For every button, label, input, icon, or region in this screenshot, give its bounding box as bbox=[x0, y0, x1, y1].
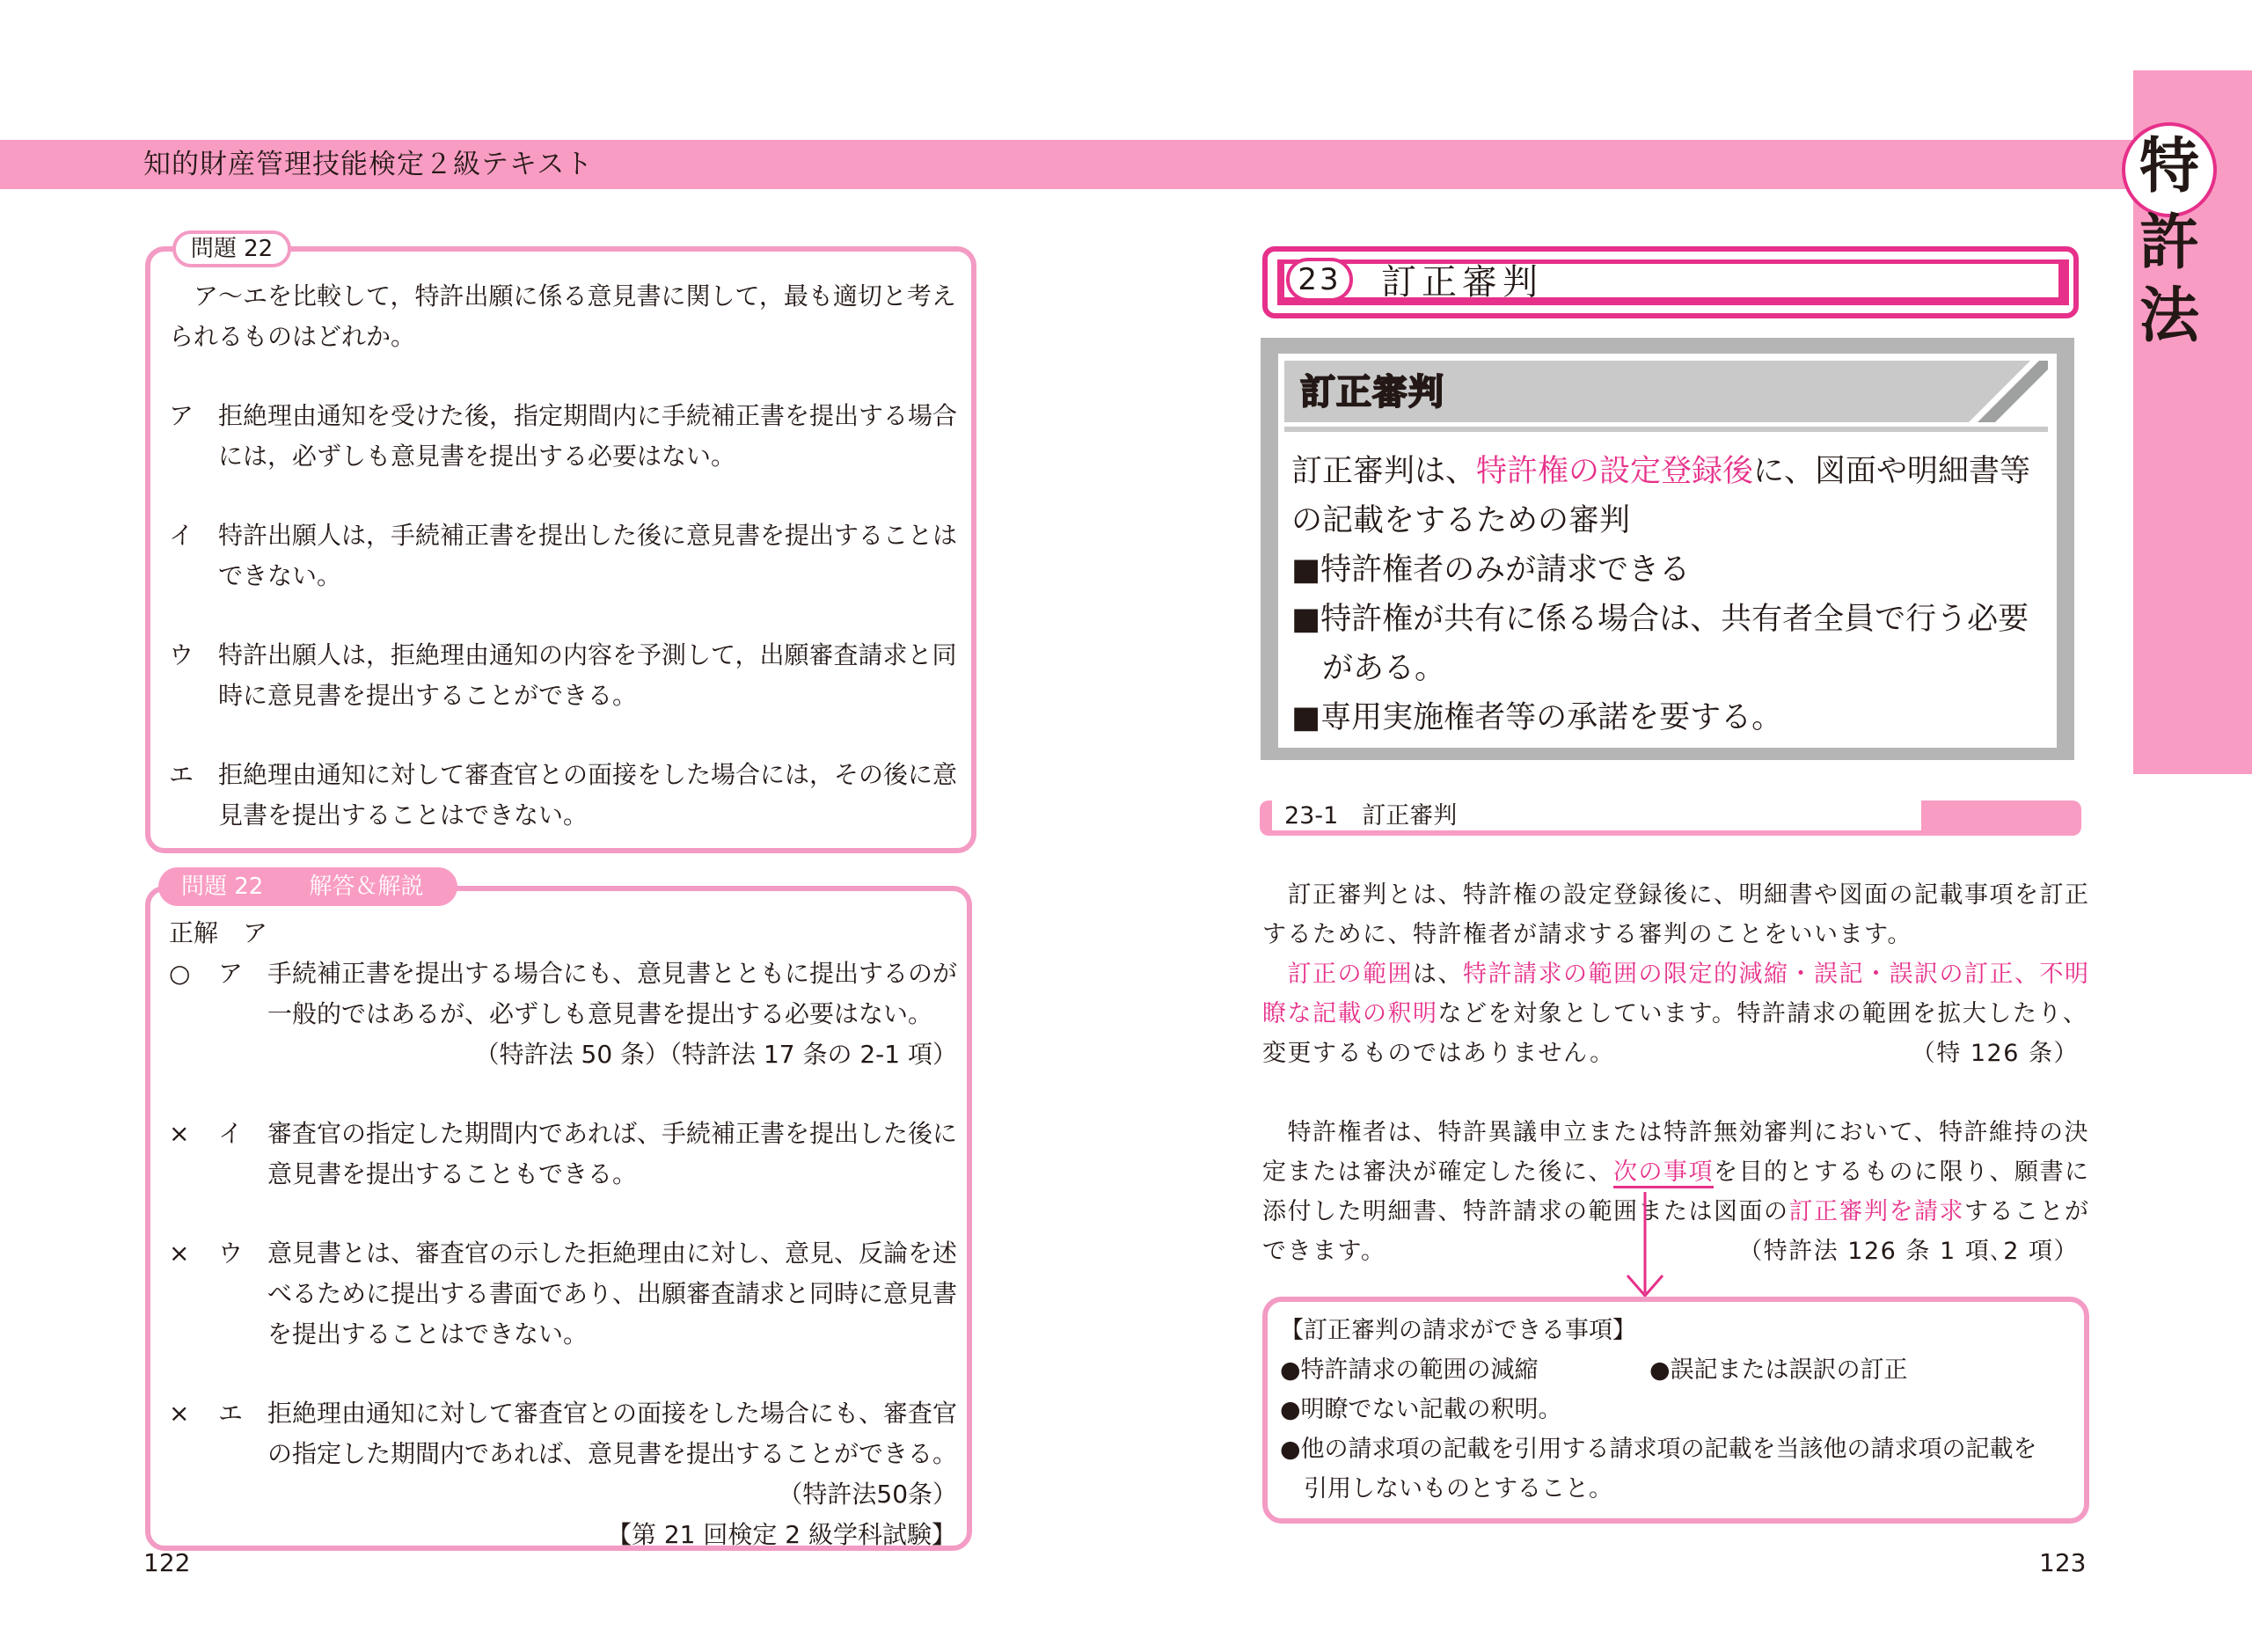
body-highlight: 訂正の範囲 bbox=[1262, 961, 1413, 988]
option-mark: ア bbox=[169, 401, 194, 430]
body-text-span: 変更するものではありません。 bbox=[1262, 1040, 1615, 1067]
question-body bbox=[169, 276, 957, 836]
option-line: 拒絶理由通知に対して審査官との面接をした場合には，その後に意 bbox=[218, 760, 958, 789]
body-text-span: 添付した明細書、特許請求の範囲または図面の bbox=[1262, 1198, 1789, 1225]
answer-mark: エ bbox=[218, 1399, 244, 1428]
answer-mark: イ bbox=[218, 1119, 244, 1148]
body-line bbox=[1262, 1152, 2090, 1192]
law-reference: （特 126 条） bbox=[1911, 1040, 2079, 1067]
chapter-tab-char: 法 bbox=[2139, 281, 2199, 351]
summary-divider bbox=[1284, 427, 2048, 432]
question-option bbox=[169, 396, 957, 477]
option-mark: ウ bbox=[169, 640, 194, 669]
answer-label: 問題 22 解答＆解説 bbox=[158, 867, 457, 906]
body-highlight: 訂正審判を請求 bbox=[1788, 1198, 1964, 1225]
answer-symbol: × bbox=[169, 1239, 190, 1268]
list-item: ●誤記または誤訳の訂正 bbox=[1649, 1356, 1908, 1384]
question-intro-line: ア～エを比較して，特許出願に係る意見書に関して，最も適切と考え bbox=[169, 281, 956, 311]
arrow-down-icon bbox=[1610, 1192, 1680, 1302]
summary-title: 訂正審判 bbox=[1300, 372, 1444, 413]
summary-text: 訂正審判は、 bbox=[1291, 454, 1477, 489]
answer-item bbox=[169, 954, 956, 1075]
body-text-span: などを対象としています。特許請求の範囲を拡大したり、 bbox=[1437, 1000, 2088, 1027]
answer-symbol: ○ bbox=[169, 959, 191, 988]
chapter-tab-char: 許 bbox=[2139, 208, 2199, 278]
answer-item bbox=[169, 1233, 956, 1355]
body-highlight: 瞭な記載の釈明 bbox=[1262, 1000, 1438, 1027]
question-intro-line: られるものはどれか。 bbox=[169, 322, 416, 351]
law-reference: （特許法 126 条 1 項､2 項） bbox=[1738, 1238, 2079, 1265]
body-line bbox=[1262, 1034, 2079, 1073]
question-option bbox=[169, 515, 957, 596]
body-line: 訂正審判とは、特許権の設定登録後に、明細書や図面の記載事項を訂正 bbox=[1262, 881, 2090, 909]
list-item: ●特許請求の範囲の減縮 bbox=[1280, 1356, 1539, 1384]
answer-line: べるために提出する書面であり、出願審査請求と同時に意見書 bbox=[267, 1279, 958, 1308]
list-item: 引用しないものとすること。 bbox=[1280, 1475, 1612, 1502]
section-title: 訂正審判 bbox=[1381, 262, 1543, 303]
question-option bbox=[169, 635, 957, 716]
eligible-items-list bbox=[1280, 1311, 2037, 1509]
corner-slash-icon bbox=[1969, 361, 2048, 422]
summary-line: ■特許権者のみが請求できる bbox=[1291, 552, 1691, 588]
body-highlight: 特許請求の範囲の限定的減縮・誤記・誤訳の訂正、不明 bbox=[1463, 961, 2090, 988]
option-line: 見書を提出することはできない。 bbox=[218, 800, 589, 830]
option-line: には，必ずしも意見書を提出する必要はない。 bbox=[218, 442, 736, 471]
body-text-span: できます。 bbox=[1262, 1238, 1386, 1265]
answer-line: の指定した期間内であれば、意見書を提出することができる。 bbox=[267, 1439, 958, 1468]
answer-line: 一般的ではあるが、必ずしも意見書を提出する必要はない。 bbox=[267, 999, 933, 1028]
answer-item bbox=[169, 1393, 956, 1515]
answer-ref: （特許法50条） bbox=[778, 1480, 958, 1509]
answer-symbol: × bbox=[169, 1399, 190, 1428]
option-line: 時に意見書を提出することができる。 bbox=[218, 681, 638, 710]
correct-answer: 正解 ア bbox=[169, 918, 268, 947]
answer-line: 審査官の指定した期間内であれば、手続補正書を提出した後に bbox=[267, 1119, 958, 1148]
question-label: 問題 22 bbox=[172, 230, 291, 267]
body-line bbox=[1262, 994, 2088, 1034]
body-text-span: は、 bbox=[1413, 961, 1463, 988]
option-mark: イ bbox=[169, 521, 194, 550]
page-number-left: 122 bbox=[143, 1548, 191, 1577]
chapter-tab-char: 特 bbox=[2139, 132, 2199, 201]
body-text-span: することが bbox=[1964, 1198, 2090, 1225]
exam-source: 【第 21 回検定 2 級学科試験】 bbox=[606, 1520, 956, 1549]
option-mark: エ bbox=[169, 760, 194, 789]
body-line: 特許権者は、特許異議申立または特許無効審判において、特許維持の決 bbox=[1262, 1119, 2089, 1146]
list-title: 【訂正審判の請求ができる事項】 bbox=[1280, 1317, 1636, 1344]
option-line: 特許出願人は，手続補正書を提出した後に意見書を提出することは bbox=[218, 521, 958, 550]
summary-line: ■特許権が共有に係る場合は、共有者全員で行う必要 bbox=[1291, 602, 2029, 637]
option-line: 拒絶理由通知を受けた後，指定期間内に手続補正書を提出する場合 bbox=[218, 401, 958, 430]
body-text-span: を目的とするものに限り、願書に bbox=[1714, 1159, 2090, 1186]
summary-body bbox=[1291, 447, 2030, 742]
subsection-title: 23-1 訂正審判 bbox=[1284, 802, 1458, 830]
body-highlight: 次の事項 bbox=[1613, 1159, 1714, 1188]
answer-mark: ウ bbox=[218, 1239, 244, 1268]
body-line: するために、特許権者が請求する審判のことをいいます。 bbox=[1262, 921, 1912, 948]
answer-line: 意見書とは、審査官の示した拒絶理由に対し、意見、反論を述 bbox=[267, 1239, 958, 1268]
option-line: できない。 bbox=[218, 561, 342, 590]
answer-ref: （特許法 50 条）（特許法 17 条の 2-1 項） bbox=[474, 1040, 958, 1069]
summary-line: ■専用実施権者等の承諾を要する。 bbox=[1291, 700, 1783, 735]
body-line bbox=[1262, 954, 2090, 994]
answer-body bbox=[169, 913, 956, 1555]
summary-line: の記載をするための審判 bbox=[1291, 503, 1631, 538]
answer-symbol: × bbox=[169, 1119, 190, 1148]
summary-line bbox=[1291, 447, 2030, 496]
list-row bbox=[1280, 1350, 2037, 1390]
summary-line: がある。 bbox=[1291, 651, 1446, 686]
list-item: ●他の請求項の記載を引用する請求項の記載を当該他の請求項の記載を bbox=[1280, 1436, 2037, 1463]
answer-line: 手続補正書を提出する場合にも、意見書とともに提出するのが bbox=[267, 959, 958, 988]
question-option bbox=[169, 755, 957, 836]
answer-item bbox=[169, 1114, 956, 1195]
book-title: 知的財産管理技能検定２級テキスト bbox=[143, 149, 594, 180]
section-number: 23 bbox=[1286, 258, 1353, 302]
list-item: ●明瞭でない記載の釈明。 bbox=[1280, 1396, 1562, 1423]
body-text-span: 定または審決が確定した後に、 bbox=[1262, 1159, 1613, 1186]
answer-mark: ア bbox=[218, 959, 244, 988]
answer-line: 意見書を提出することもできる。 bbox=[267, 1159, 638, 1188]
answer-line: 拒絶理由通知に対して審査官との面接をした場合にも、審査官 bbox=[267, 1399, 958, 1428]
summary-text: に、図面や明細書等 bbox=[1753, 454, 2031, 489]
summary-highlight: 特許権の設定登録後 bbox=[1476, 454, 1754, 489]
answer-line: を提出することはできない。 bbox=[267, 1319, 589, 1349]
option-line: 特許出願人は，拒絶理由通知の内容を予測して，出願審査請求と同 bbox=[218, 640, 957, 669]
page-number-right: 123 bbox=[2039, 1548, 2087, 1577]
